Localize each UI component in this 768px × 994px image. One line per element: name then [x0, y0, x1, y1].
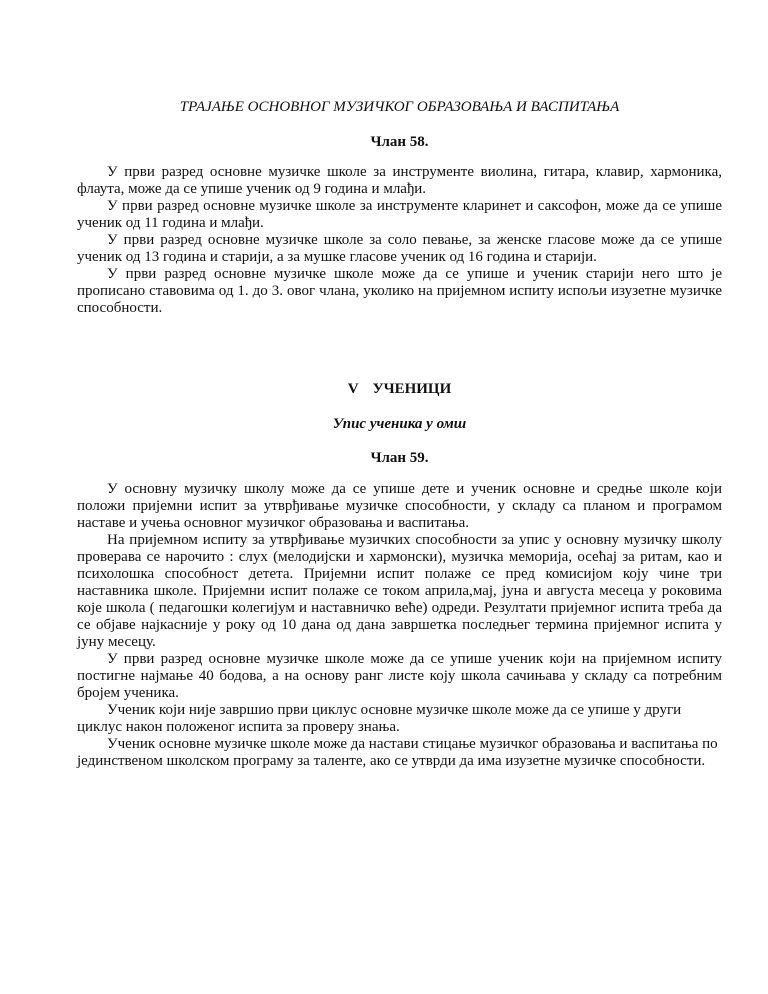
- article-59-paragraph-2: На пријемном испиту за утврђивање музичких способности за упис у основну музичку школу проверава се нарочито : слух (мелодијски и хармонски), музичка меморија, осећај за ритам, као и психолошка способност детета. Пријемни испит полаже се пред комисијом коју чине три наставника школе. Пријемни испит полаже се током априла,мај, јуна и августа месеца у роковима које школа ( педагошки колегијум и наставничко веће) одреди. Резултати пријемног испита треба да се објаве најкасније у року од 10 дана од дана завршетка последњег термина пријемног испита у јуну месецу.: [77, 532, 722, 650]
- article-58-paragraph-1: У први разред основне музичке школе за инструменте виолина, гитара, клавир, хармоника, флаута, може да се упише ученик од 9 година и млађи.: [77, 164, 722, 197]
- article-58-paragraph-4: У први разред основне музичке школе може да се упише и ученик старији него што је прописано ставовима од 1. до 3. овог члана, уколико на пријемном испиту испољи изузетне музичке способности.: [77, 266, 722, 316]
- article-58-paragraph-3: У први разред основне музичке школе за соло певање, за женске гласове може да се упише ученик од 13 година и старији, а за мушке гласове ученик од 16 година и старији.: [77, 232, 722, 265]
- article-58-heading: Члан 58.: [370, 134, 429, 150]
- article-58-paragraph-2: У први разред основне музичке школе за инструменте кларинет и саксофон, може да се упише ученик од 11 година и млађи.: [77, 198, 722, 231]
- subsection-heading: Упис ученика у омш: [332, 416, 467, 432]
- chapter-title: УЧЕНИЦИ: [372, 381, 452, 397]
- article-59-paragraph-5: Ученик основне музичке школе може да настави стицање музичког образовања и васпитања по јединственом школском програму за таленте, ако се утврди да има изузетне музичке способности.: [77, 736, 718, 769]
- article-59-paragraph-4: Ученик који није завршио први циклус основне музичке школе може да се упише у други циклус након положеног испита за проверу знања.: [77, 702, 682, 735]
- article-59-paragraph-1: У основну музичку школу може да се упише дете и ученик основне и средње школе који положи пријемни испит за утврђивање музичке способности, у складу са планом и програмом наставе и учења основног музичког образовања и васпитања.: [77, 481, 722, 531]
- section-heading: ТРАЈАЊЕ ОСНОВНОГ МУЗИЧКОГ ОБРАЗОВАЊА И ВАСПИТАЊА: [179, 99, 620, 115]
- article-59-heading: Члан 59.: [370, 450, 429, 466]
- document-content: [77, 98, 722, 770]
- chapter-number: V: [347, 381, 359, 397]
- chapter-heading: [77, 380, 722, 398]
- article-59-paragraph-3: У први разред основне музичке школе може да се упише ученик који на пријемном испиту постигне најмање 40 бодова, а на основу ранг листе коју школа сачињава у складу са потребним бројем ученика.: [77, 651, 722, 701]
